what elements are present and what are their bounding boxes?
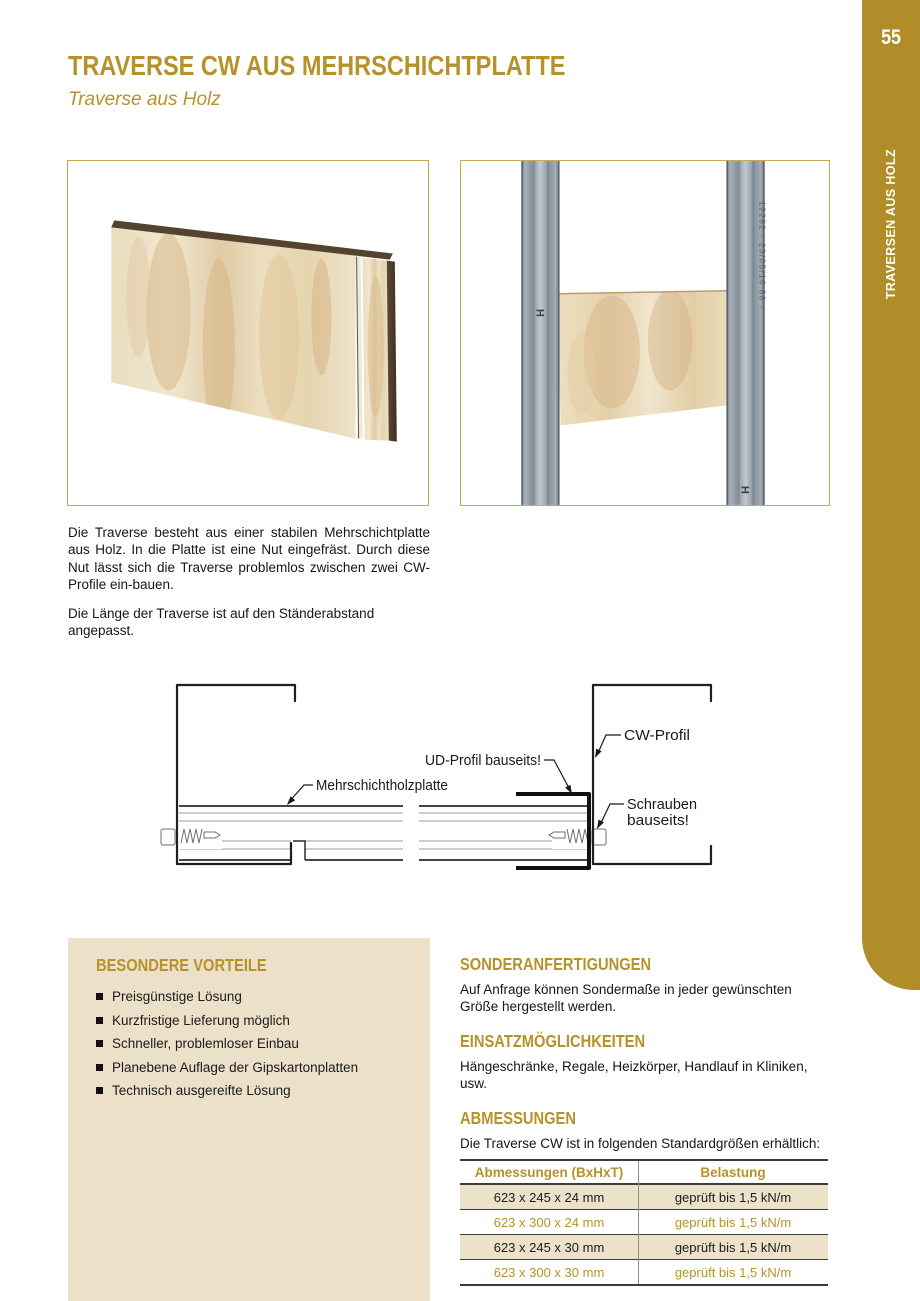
photo-board-between-profiles: [460, 160, 830, 506]
table-cell-dimensions: 623 x 245 x 24 mm: [493, 1189, 605, 1205]
advantages-title: BESONDERE VORTEILE: [96, 955, 267, 975]
svg-text:H: H: [738, 485, 751, 494]
table-cell-load: geprüft bis 1,5 kN/m: [674, 1189, 792, 1205]
technical-diagram: [158, 673, 758, 891]
bullet-square-icon: [96, 1017, 103, 1024]
bullet-square-icon: [96, 1064, 103, 1071]
dimensions-table: [460, 1159, 828, 1286]
section-uses: [460, 1031, 828, 1092]
table-row: [460, 1185, 828, 1210]
table-column-divider: [638, 1161, 639, 1284]
cw-profile-right: [593, 685, 711, 864]
table-header-dimensions: Abmessungen (BxHxT): [474, 1164, 624, 1180]
bullet-square-icon: [96, 1040, 103, 1047]
right-column: [460, 954, 828, 1286]
side-tab-band: [862, 0, 920, 990]
list-item-label: Technisch ausgereifte Lösung: [112, 1083, 291, 1098]
table-cell-dimensions: 623 x 245 x 30 mm: [493, 1239, 605, 1255]
label-screws-2: bauseits!: [627, 813, 689, 829]
section-custom-text: Auf Anfrage können Sondermaße in jeder gewünschten Größe hergestellt werden.: [460, 982, 792, 1014]
label-cw-profile: CW-Profil: [624, 728, 690, 744]
section-custom: [460, 954, 828, 1015]
bullet-square-icon: [96, 1087, 103, 1094]
label-ud-profile: UD-Profil bauseits!: [425, 753, 541, 769]
wood-board-illustration: [68, 161, 428, 505]
section-uses-title: EINSATZMÖGLICHKEITEN: [460, 1031, 646, 1051]
label-plate: Mehrschichtholzplatte: [316, 778, 448, 794]
svg-text:H: H: [533, 308, 546, 317]
side-tab-label-wrap: [862, 148, 920, 300]
list-item: [96, 1037, 410, 1051]
list-item: [96, 1061, 410, 1075]
section-custom-title: SONDERANFERTIGUNGEN: [460, 954, 652, 974]
installed-board-illustration: [461, 161, 829, 505]
table-cell-load: geprüft bis 1,5 kN/m: [674, 1214, 792, 1230]
list-item: [96, 1014, 410, 1028]
list-item-label: Schneller, problemloser Einbau: [112, 1036, 299, 1051]
table-header-load: Belastung: [700, 1164, 766, 1180]
side-tab-label: TRAVERSEN AUS HOLZ: [884, 148, 898, 300]
table-row: [460, 1210, 828, 1235]
table-row: [460, 1260, 828, 1284]
table-row: [460, 1235, 828, 1260]
table-cell-dimensions: 623 x 300 x 24 mm: [493, 1214, 605, 1230]
section-uses-text: Hängeschränke, Regale, Heizkörper, Handlauf in Kliniken, usw.: [460, 1059, 808, 1091]
list-item: [96, 990, 410, 1004]
table-cell-load: geprüft bis 1,5 kN/m: [674, 1264, 792, 1280]
section-dimensions-intro: Die Traverse CW ist in folgenden Standardgrößen erhältlich:: [460, 1136, 821, 1151]
page-subtitle: Traverse aus Holz: [68, 89, 221, 110]
list-item: [96, 1084, 410, 1098]
table-cell-load: geprüft bis 1,5 kN/m: [674, 1239, 792, 1255]
section-dimensions-title: ABMESSUNGEN: [460, 1108, 576, 1128]
list-item-label: Planebene Auflage der Gipskartonplatten: [112, 1059, 359, 1075]
table-header-row: [460, 1161, 828, 1185]
advantages-box: [68, 938, 430, 1301]
section-dimensions: [460, 1108, 828, 1286]
page-number: 55: [881, 26, 901, 49]
table-cell-dimensions: 623 x 300 x 30 mm: [493, 1264, 605, 1280]
label-screws-1: Schrauben: [627, 797, 697, 813]
intro-paragraph-2: Die Länge der Traverse ist auf den Ständerabstand angepasst.: [68, 605, 375, 639]
intro-paragraph-1: Die Traverse besteht aus einer stabilen Mehrschichtplatte aus Holz. In die Platte ist eine Nut eingefräst. Durch diese Nut lässt sich die Traverse problemlos zwischen zwei CW-Profile ein-bauen.: [68, 525, 430, 593]
page-title: TRAVERSE CW AUS MEHRSCHICHTPLATTE: [68, 50, 566, 81]
bullet-square-icon: [96, 993, 103, 1000]
list-item-label: Kurzfristige Lieferung möglich: [112, 1012, 290, 1028]
photo-wood-board: [67, 160, 429, 506]
stud-stamp-text: 12282 - 23/05/16 88 -: [757, 201, 767, 310]
list-item-label: Preisgünstige Lösung: [112, 989, 242, 1004]
title-block: [68, 50, 660, 111]
intro-text: [68, 524, 430, 639]
advantages-list: [96, 990, 410, 1098]
